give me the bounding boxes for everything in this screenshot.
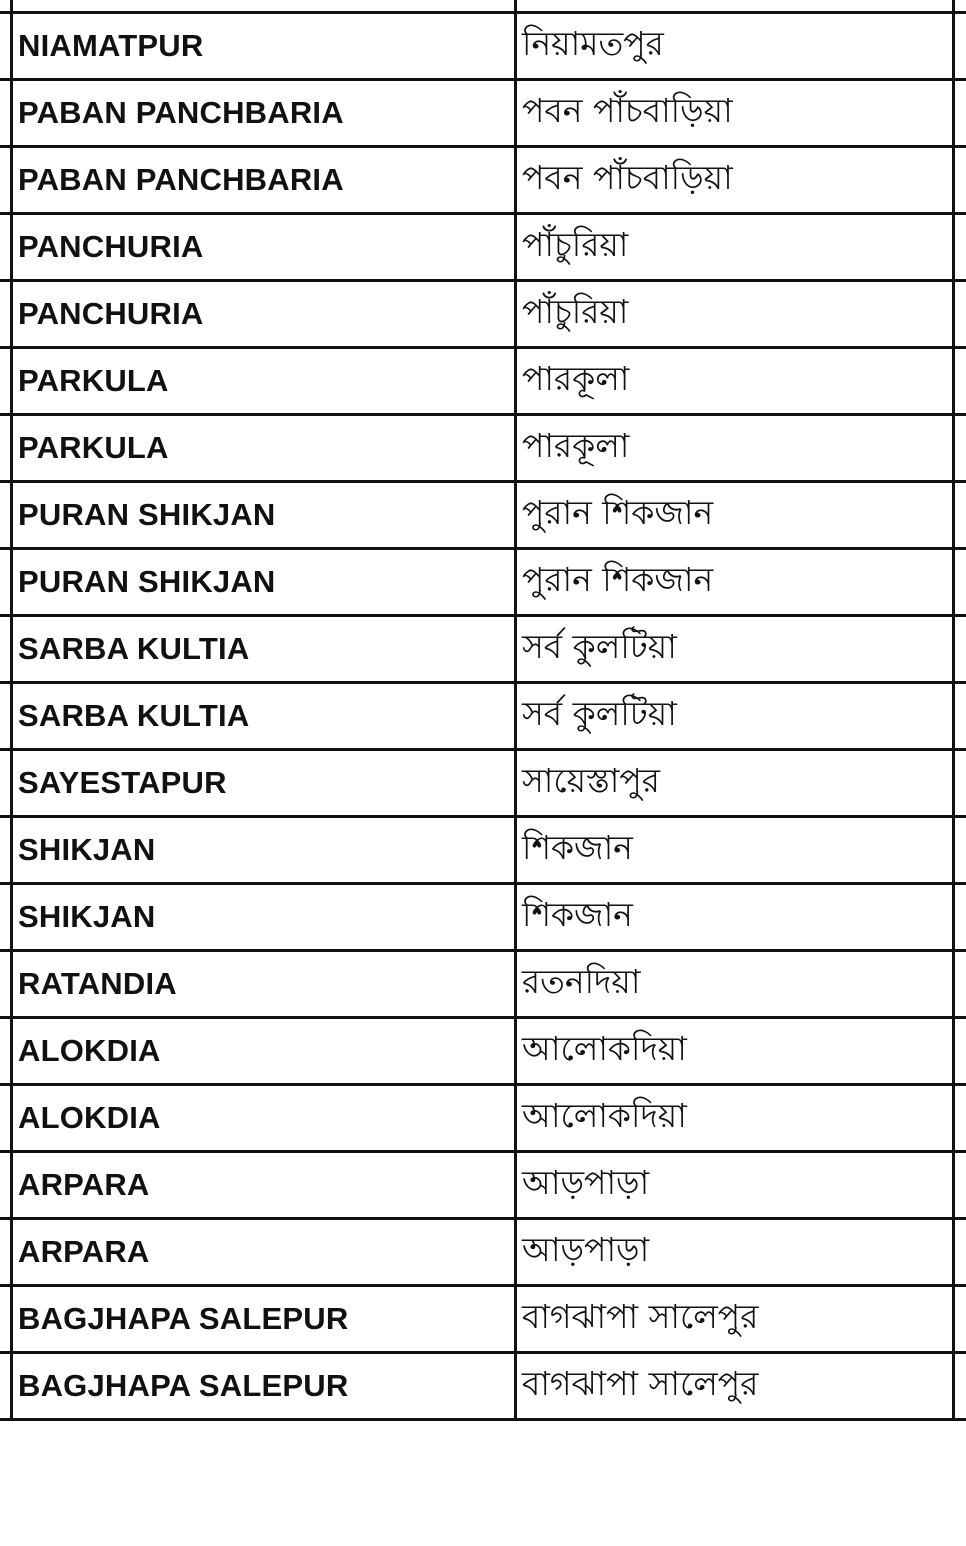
table-row (0, 1152, 966, 1219)
row-tail-cell[interactable] (954, 1085, 966, 1152)
row-tail-cell[interactable] (954, 1219, 966, 1286)
row-lead-cell[interactable] (0, 214, 12, 281)
english-name-cell[interactable]: BAGJHAPA SALEPUR (12, 1286, 516, 1353)
row-lead-cell[interactable] (0, 817, 12, 884)
row-tail-cell[interactable] (954, 348, 966, 415)
english-name-cell[interactable]: SHIKJAN (12, 817, 516, 884)
row-lead-cell[interactable] (0, 750, 12, 817)
row-tail-cell[interactable] (954, 482, 966, 549)
row-lead-cell[interactable] (0, 13, 12, 80)
english-name-cell[interactable]: PARKULA (12, 415, 516, 482)
table-row (0, 0, 966, 13)
english-name-cell[interactable] (12, 0, 516, 13)
table-row (0, 482, 966, 549)
english-name-cell[interactable]: BAGJHAPA SALEPUR (12, 1353, 516, 1420)
table-row (0, 415, 966, 482)
table-row (0, 80, 966, 147)
bengali-name-cell[interactable] (516, 0, 954, 13)
table-row (0, 884, 966, 951)
english-name-cell[interactable]: SARBA KULTIA (12, 616, 516, 683)
table-row (0, 817, 966, 884)
bengali-name-cell[interactable]: পবন পাঁচবাড়িয়া (516, 147, 954, 214)
table-row (0, 750, 966, 817)
row-lead-cell[interactable] (0, 281, 12, 348)
row-tail-cell[interactable] (954, 884, 966, 951)
bengali-name-cell[interactable]: রতনদিয়া (516, 951, 954, 1018)
row-lead-cell[interactable] (0, 415, 12, 482)
bengali-name-cell[interactable]: পাঁচুরিয়া (516, 214, 954, 281)
english-name-cell[interactable]: PANCHURIA (12, 281, 516, 348)
english-name-cell[interactable]: SAYESTAPUR (12, 750, 516, 817)
english-name-cell[interactable]: PURAN SHIKJAN (12, 549, 516, 616)
row-tail-cell[interactable] (954, 281, 966, 348)
english-name-cell[interactable]: ALOKDIA (12, 1018, 516, 1085)
table-row (0, 616, 966, 683)
bengali-name-cell[interactable]: আড়পাড়া (516, 1152, 954, 1219)
row-tail-cell[interactable] (954, 750, 966, 817)
bengali-name-cell[interactable]: নিয়ামতপুর (516, 13, 954, 80)
row-lead-cell[interactable] (0, 884, 12, 951)
english-name-cell[interactable]: SHIKJAN (12, 884, 516, 951)
table-row (0, 1219, 966, 1286)
bengali-name-cell[interactable]: শিকজান (516, 817, 954, 884)
table-row (0, 1018, 966, 1085)
row-lead-cell[interactable] (0, 549, 12, 616)
row-tail-cell[interactable] (954, 0, 966, 13)
table-row (0, 1085, 966, 1152)
row-lead-cell[interactable] (0, 683, 12, 750)
row-lead-cell[interactable] (0, 1286, 12, 1353)
table-row (0, 951, 966, 1018)
bengali-name-cell[interactable]: শিকজান (516, 884, 954, 951)
row-tail-cell[interactable] (954, 1353, 966, 1420)
table-row (0, 13, 966, 80)
row-tail-cell[interactable] (954, 1286, 966, 1353)
row-tail-cell[interactable] (954, 951, 966, 1018)
row-lead-cell[interactable] (0, 1152, 12, 1219)
bengali-name-cell[interactable]: পবন পাঁচবাড়িয়া (516, 80, 954, 147)
row-lead-cell[interactable] (0, 0, 12, 13)
table-row (0, 281, 966, 348)
row-tail-cell[interactable] (954, 214, 966, 281)
english-name-cell[interactable]: NIAMATPUR (12, 13, 516, 80)
row-tail-cell[interactable] (954, 147, 966, 214)
english-name-cell[interactable]: ARPARA (12, 1152, 516, 1219)
bengali-name-cell[interactable]: বাগঝাপা সালেপুর (516, 1286, 954, 1353)
row-tail-cell[interactable] (954, 683, 966, 750)
table-row (0, 348, 966, 415)
table-row (0, 214, 966, 281)
bengali-name-cell[interactable]: পারকূলা (516, 415, 954, 482)
bengali-name-cell[interactable]: সর্ব কুলটিয়া (516, 683, 954, 750)
english-name-cell[interactable]: ALOKDIA (12, 1085, 516, 1152)
english-name-cell[interactable]: ARPARA (12, 1219, 516, 1286)
table-row (0, 1353, 966, 1420)
row-lead-cell[interactable] (0, 1353, 12, 1420)
row-lead-cell[interactable] (0, 1018, 12, 1085)
row-tail-cell[interactable] (954, 616, 966, 683)
table-row (0, 683, 966, 750)
row-tail-cell[interactable] (954, 817, 966, 884)
english-name-cell[interactable]: PABAN PANCHBARIA (12, 80, 516, 147)
table-row (0, 549, 966, 616)
row-lead-cell[interactable] (0, 147, 12, 214)
row-lead-cell[interactable] (0, 80, 12, 147)
row-tail-cell[interactable] (954, 1018, 966, 1085)
bengali-name-cell[interactable]: আলোকদিয়া (516, 1085, 954, 1152)
bengali-name-cell[interactable]: আলোকদিয়া (516, 1018, 954, 1085)
table-row (0, 147, 966, 214)
bengali-name-cell[interactable]: আড়পাড়া (516, 1219, 954, 1286)
bengali-name-cell[interactable]: বাগঝাপা সালেপুর (516, 1353, 954, 1420)
english-name-cell[interactable]: SARBA KULTIA (12, 683, 516, 750)
english-name-cell[interactable]: PANCHURIA (12, 214, 516, 281)
row-lead-cell[interactable] (0, 1085, 12, 1152)
row-tail-cell[interactable] (954, 549, 966, 616)
table-row (0, 1286, 966, 1353)
row-lead-cell[interactable] (0, 1219, 12, 1286)
row-lead-cell[interactable] (0, 951, 12, 1018)
row-tail-cell[interactable] (954, 80, 966, 147)
english-name-cell[interactable]: PARKULA (12, 348, 516, 415)
bengali-name-cell[interactable]: পারকূলা (516, 348, 954, 415)
english-name-cell[interactable]: PABAN PANCHBARIA (12, 147, 516, 214)
bengali-name-cell[interactable]: পুরান শিকজান (516, 549, 954, 616)
bengali-name-cell[interactable]: সায়েস্তাপুর (516, 750, 954, 817)
row-tail-cell[interactable] (954, 415, 966, 482)
row-lead-cell[interactable] (0, 482, 12, 549)
row-lead-cell[interactable] (0, 348, 12, 415)
row-tail-cell[interactable] (954, 13, 966, 80)
english-name-cell[interactable]: RATANDIA (12, 951, 516, 1018)
bengali-name-cell[interactable]: পুরান শিকজান (516, 482, 954, 549)
bengali-name-cell[interactable]: পাঁচুরিয়া (516, 281, 954, 348)
bengali-name-cell[interactable]: সর্ব কুলটিয়া (516, 616, 954, 683)
row-tail-cell[interactable] (954, 1152, 966, 1219)
english-name-cell[interactable]: PURAN SHIKJAN (12, 482, 516, 549)
row-lead-cell[interactable] (0, 616, 12, 683)
